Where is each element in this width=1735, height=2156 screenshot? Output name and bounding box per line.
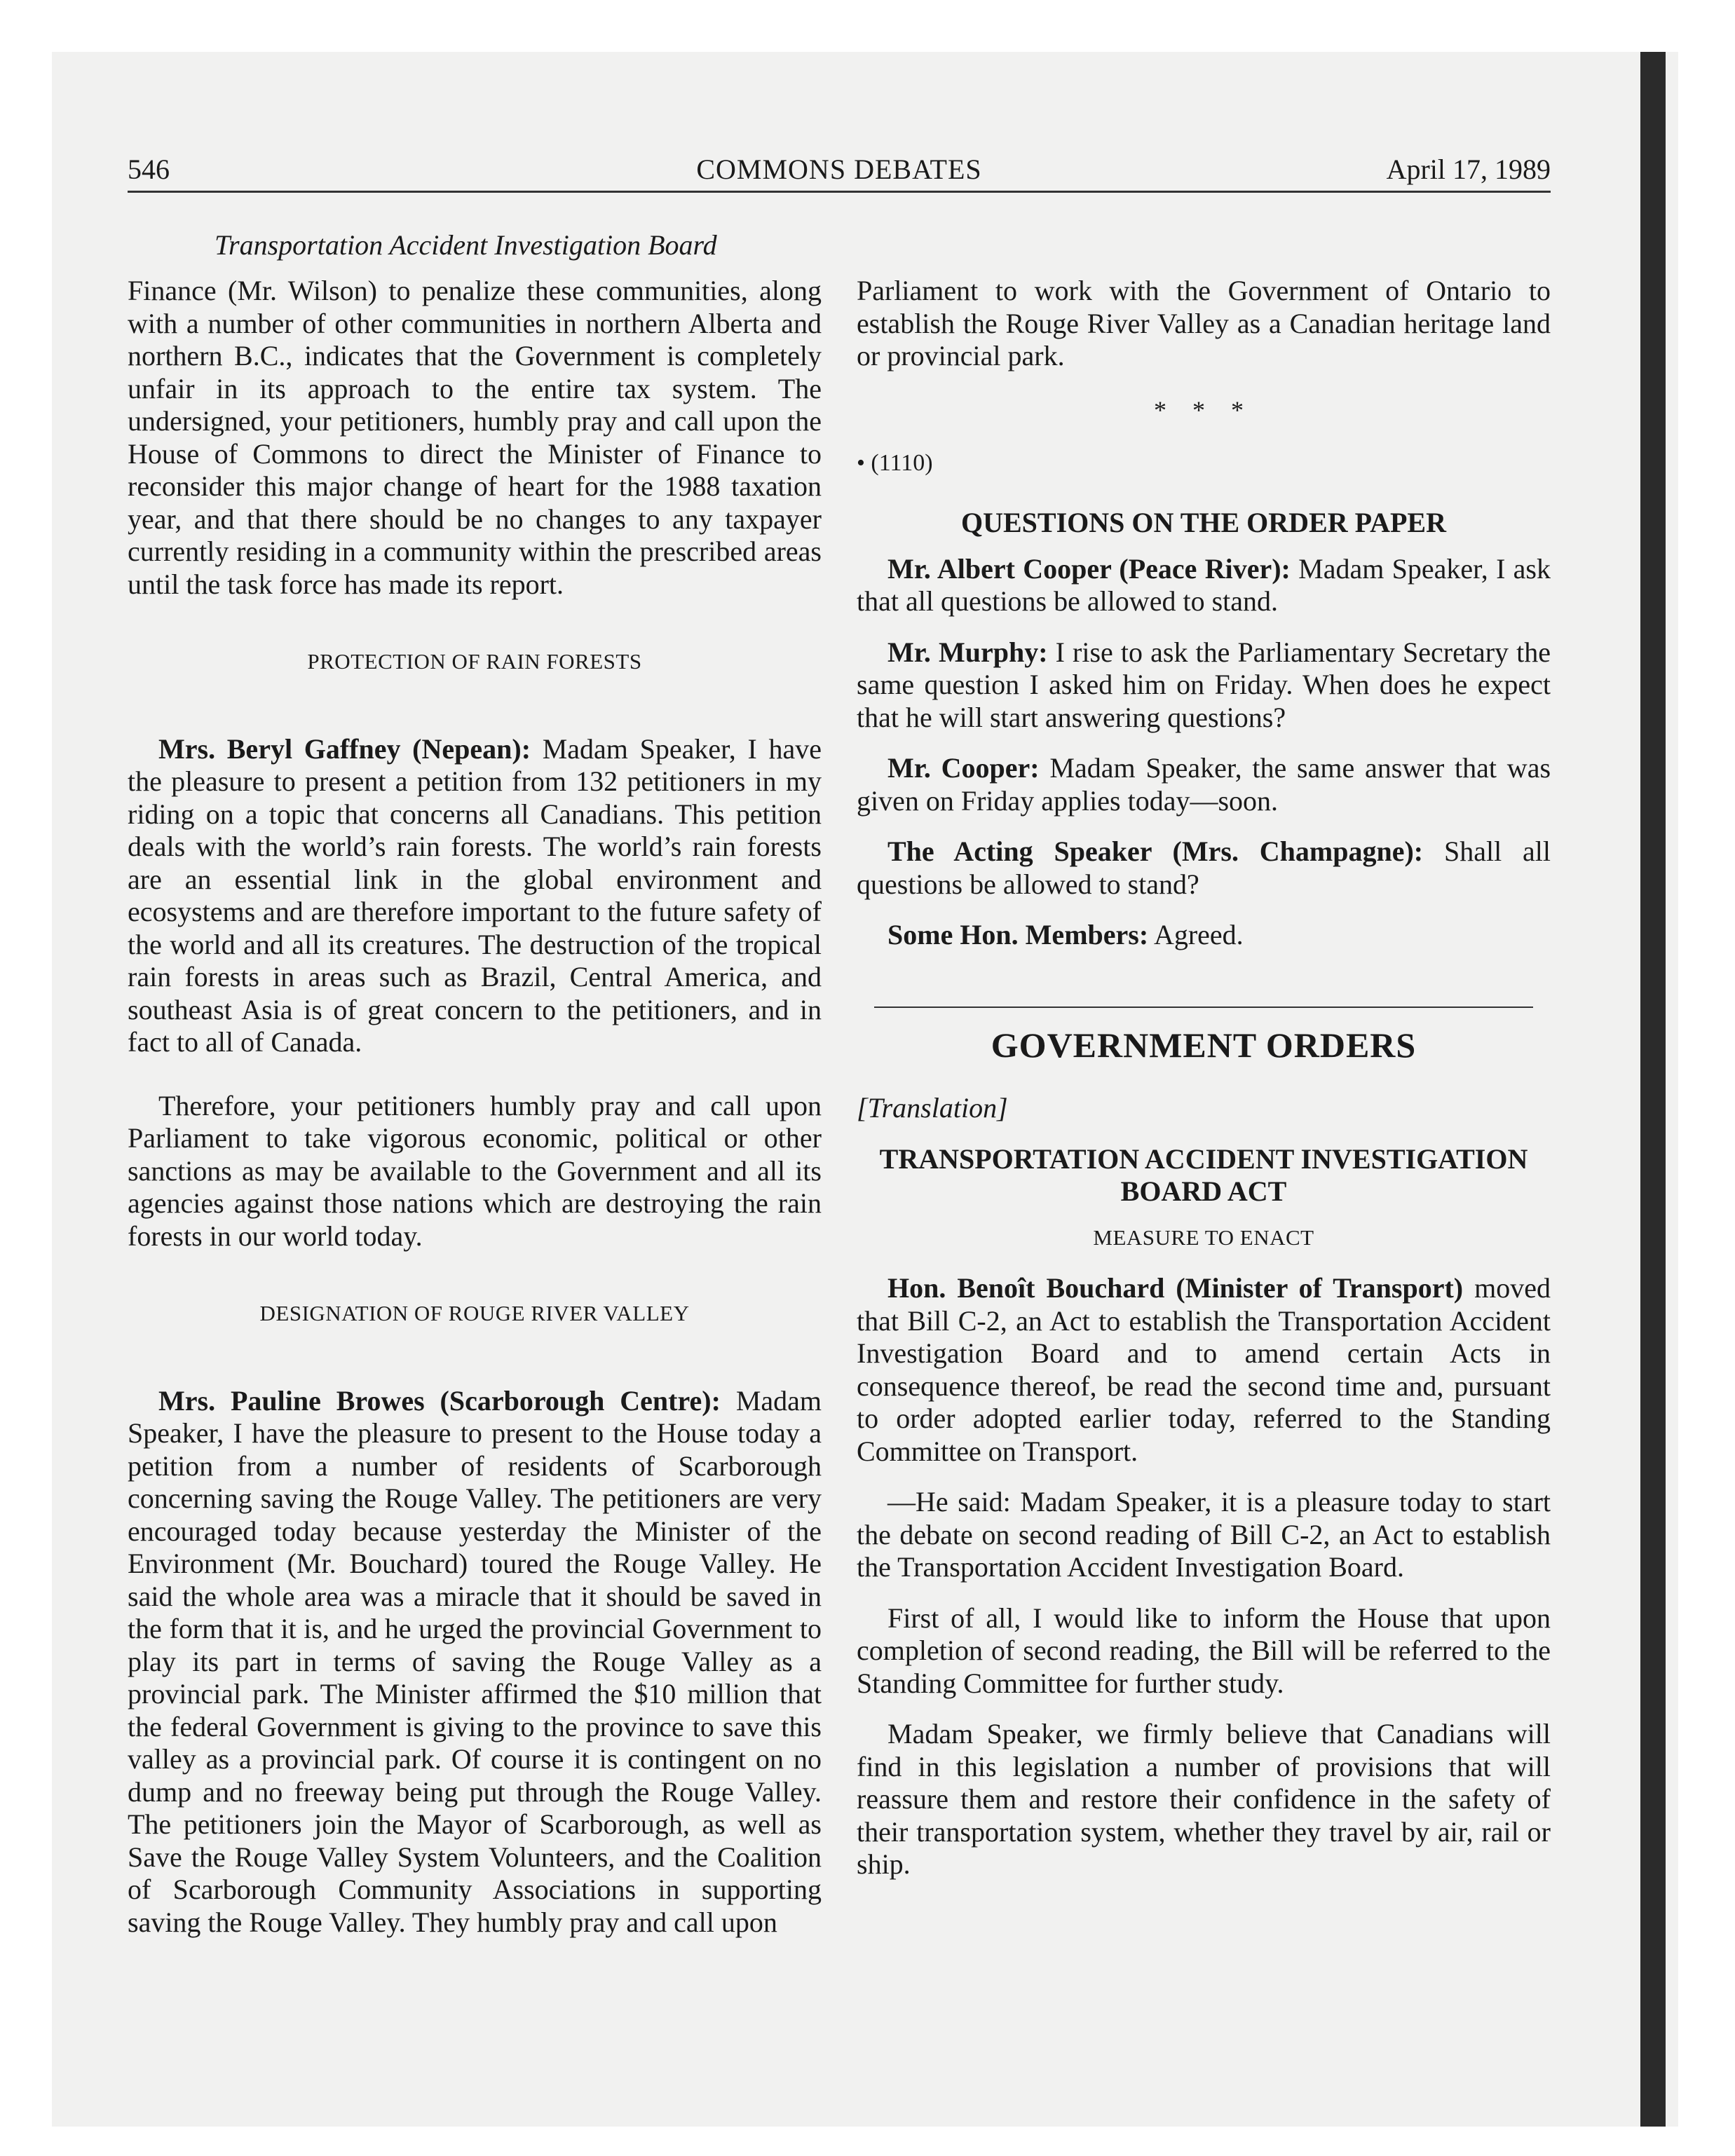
paragraph: Therefore, your petitioners humbly pray and call upon Parliament to take vigorous economic, political or other sanctions as may be available to the Government and all its agencies against those nations which are destroying the rain forests in our world today. (128, 1089, 822, 1252)
section-subheading: DESIGNATION OF ROUGE RIVER VALLEY (259, 1301, 690, 1325)
paragraph: Mrs. Beryl Gaffney (Nepean): Madam Speaker, I have the pleasure to present a petition from 132 petitioners in my riding on a topic that concerns all Canadians. This petition deals with the world’s rain forests. The world’s rain forests are an essential link in the global environment and ecosystems and are therefore important to the future safety of the world and all its creatures. The destruction of the tropical rain forests in areas such as Brazil, Central America, and southeast Asia is of great concern to the petitioners, and in fact to all of Canada. (128, 732, 822, 1058)
section-subheading: PROTECTION OF RAIN FORESTS (307, 649, 642, 674)
right-column (857, 275, 1551, 1899)
paragraph: Hon. Benoît Bouchard (Minister of Transport) moved that Bill C-2, an Act to establish the Transportation Accident Investigation Board and to amend certain Acts in consequence thereof, be read the second time and, pursuant to order adopted earlier today, referred to the Standing Committee on Transport. (857, 1272, 1551, 1467)
page-date: April 17, 1989 (1386, 153, 1551, 185)
publication-title: COMMONS DEBATES (696, 153, 982, 185)
paragraph: Mrs. Pauline Browes (Scarborough Centre): Madam Speaker, I have the pleasure to present to the House today a petition from a number of residents of Scarborough concerning saving the Rouge Valley. The petitioners are very encouraged today because yesterday the Minister of the Environment (Mr. Bouchard) toured the Rouge Valley. He said the whole area was a miracle that it should be saved in the form that it is, and he urged the provincial Government to play its part in terms of saving the Rouge Valley as a provincial park. The Minister affirmed the $10 million that the federal Government is giving to the province to save this valley as a provincial park. Of course it is contingent on no dump and no freeway being put through the Rouge Valley. The petitioners join the Mayor of Scarborough, as well as Save the Rouge Valley System Volunteers, and the Coalition of Scarborough Community Associations in supporting saving the Rouge Valley. They humbly pray and call upon (128, 1384, 822, 1938)
running-head: Transportation Accident Investigation Board (215, 229, 717, 261)
time-stamp: • (1110) (857, 450, 933, 476)
book-spine-shadow (1640, 52, 1666, 2127)
paragraph: Parliament to work with the Government of Ontario to establish the Rouge River Valley as a Canadian heritage land or provincial park. (857, 275, 1551, 371)
speaker-name: Some Hon. Members: (887, 919, 1149, 950)
section-break-stars: * * * (1154, 395, 1253, 424)
speaker-name: Mr. Murphy: (887, 636, 1048, 668)
section-heading: QUESTIONS ON THE ORDER PAPER (961, 506, 1446, 538)
section-subheading: MEASURE TO ENACT (1093, 1224, 1314, 1250)
speaker-name: Mr. Cooper: (887, 752, 1040, 784)
header-rule (128, 191, 1551, 193)
paragraph: The Acting Speaker (Mrs. Champagne): Shall all questions be allowed to stand? (857, 835, 1551, 900)
section-separator (874, 1007, 1533, 1008)
paragraph: Finance (Mr. Wilson) to penalize these communities, along with a number of other communities in northern Alberta and northern B.C., indicates that the Government is completely unfair in its approach to the entire tax system. The undersigned, your petitioners, humbly pray and call upon the House of Commons to direct the Minister of Finance to reconsider this major change of heart for the 1988 taxation year, and that there should be no changes to any taxpayer currently residing in a community within the prescribed areas until the task force has made its report. (128, 275, 822, 600)
page-number: 546 (128, 153, 170, 185)
paragraph: Mr. Albert Cooper (Peace River): Madam Speaker, I ask that all questions be allowed to stand. (857, 552, 1551, 617)
speaker-name: The Acting Speaker (Mrs. Champagne): (887, 835, 1424, 867)
speaker-name: Mrs. Pauline Browes (Scarborough Centre): (158, 1384, 721, 1417)
paragraph: First of all, I would like to inform the House that upon completion of second reading, the Bill will be referred to the Standing Committee for further study. (857, 1602, 1551, 1699)
left-column (128, 275, 822, 1957)
speaker-name: Mr. Albert Cooper (Peace River): (887, 552, 1291, 585)
paragraph: Mr. Cooper: Madam Speaker, the same answer that was given on Friday applies today—soon. (857, 752, 1551, 817)
paragraph: Some Hon. Members: Agreed. (887, 919, 1244, 950)
speaker-name: Mrs. Beryl Gaffney (Nepean): (158, 732, 531, 765)
translation-note: [Translation] (857, 1092, 1008, 1124)
speaker-name: Hon. Benoît Bouchard (Minister of Transport) (887, 1272, 1464, 1304)
paragraph: Madam Speaker, we firmly believe that Canadians will find in this legislation a number of provisions that will reassure them and restore their confidence in the safety of their transportation system, whether they travel by air, rail or ship. (857, 1718, 1551, 1880)
page-header (128, 153, 1551, 195)
major-heading: GOVERNMENT ORDERS (991, 1025, 1417, 1065)
paragraph: —He said: Madam Speaker, it is a pleasure today to start the debate on second reading of Bill C-2, an Act to establish the Transportation Accident Investigation Board. (857, 1486, 1551, 1583)
bill-heading: TRANSPORTATION ACCIDENT INVESTIGATION BOARD ACT (879, 1142, 1528, 1207)
paragraph: Mr. Murphy: I rise to ask the Parliamentary Secretary the same question I asked him on Friday. When does he expect that he will start answering questions? (857, 636, 1551, 733)
